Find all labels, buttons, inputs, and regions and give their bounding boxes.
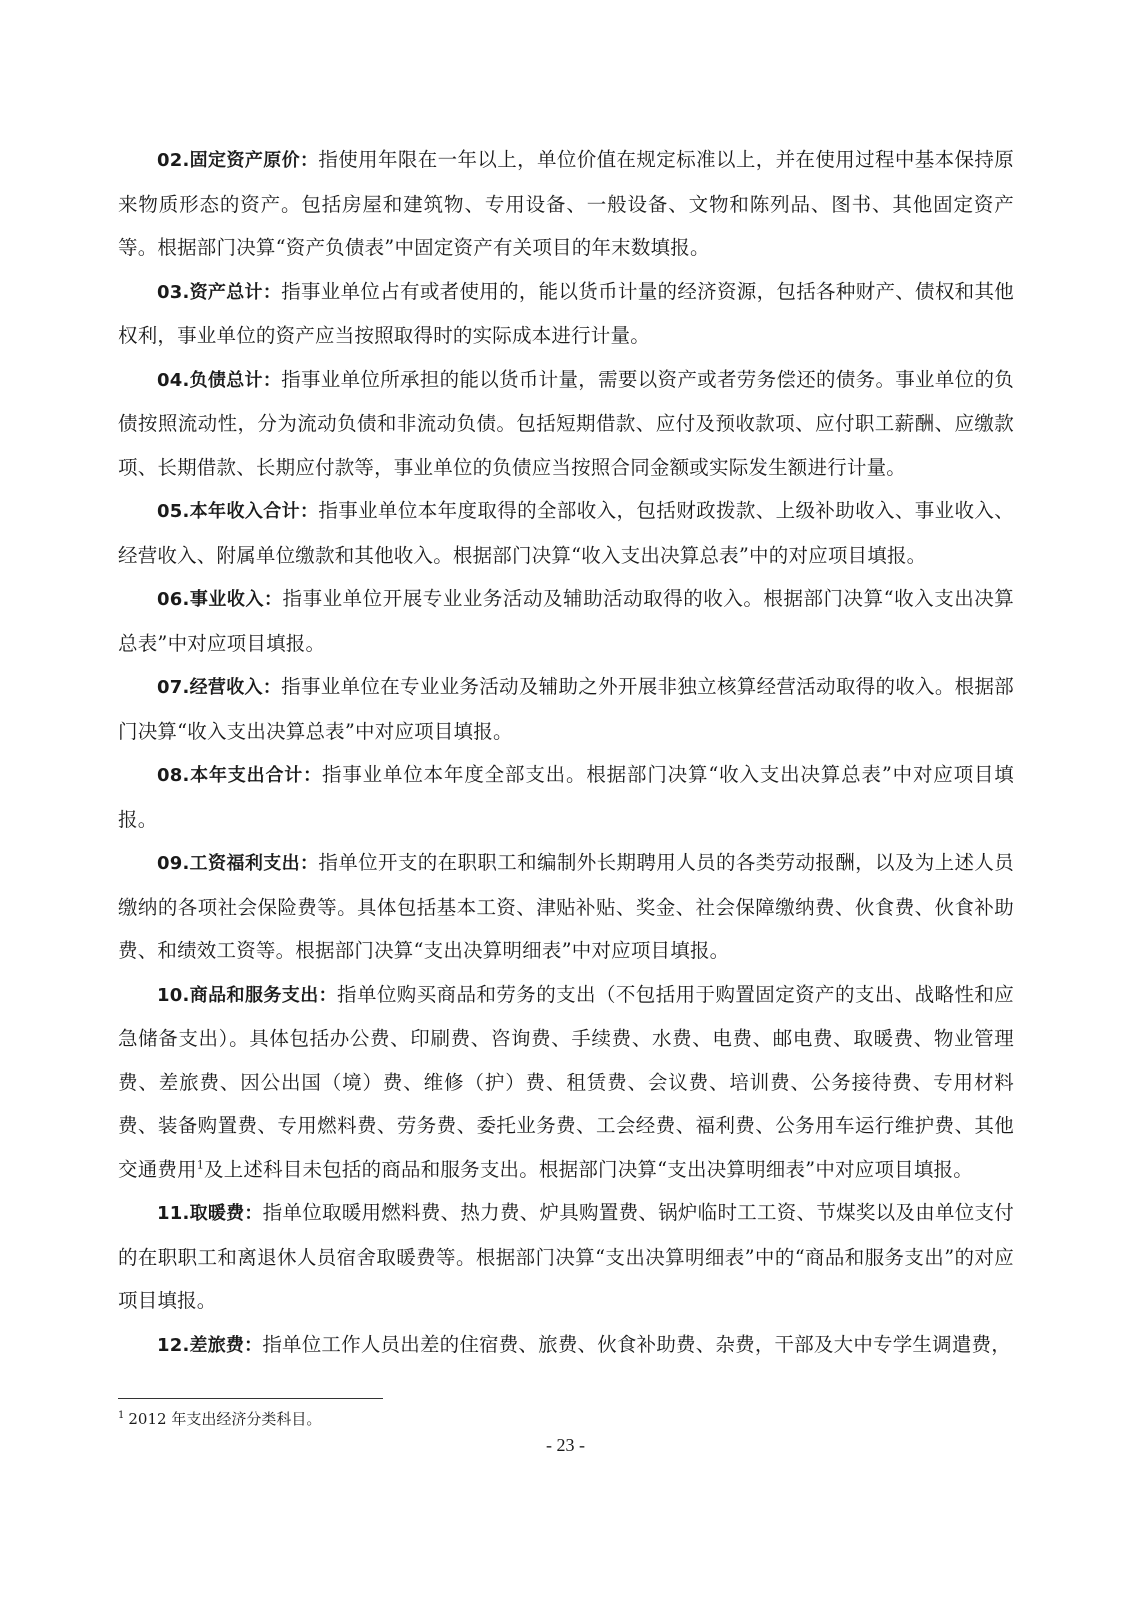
paragraph-03 bbox=[118, 270, 1014, 358]
footnote-divider bbox=[118, 1398, 383, 1399]
item-number: 03. bbox=[157, 281, 190, 303]
term-heading: 差旅费： bbox=[189, 1334, 263, 1356]
paragraph-11 bbox=[118, 1191, 1014, 1323]
term-heading: 负债总计： bbox=[189, 369, 282, 391]
paragraph-text-continued: 及上述科目未包括的商品和服务支出。根据部门决算“支出决算明细表”中对应项目填报。 bbox=[204, 1157, 973, 1181]
item-number: 12. bbox=[157, 1334, 190, 1356]
term-heading: 取暖费： bbox=[189, 1203, 263, 1224]
item-number: 10. bbox=[157, 984, 190, 1006]
item-number: 04. bbox=[157, 369, 190, 391]
item-number: 02. bbox=[157, 150, 190, 171]
paragraph-10 bbox=[118, 973, 1014, 1192]
paragraph-02 bbox=[118, 138, 1014, 270]
paragraph-text: 指单位取暖用燃料费、热力费、炉具购置费、锅炉临时工工资、节煤奖以及由单位支付的在职职工和离退休人员宿舍取暖费等。根据部门决算“支出决算明细表”中的“商品和服务支出”的对应项目填报。 bbox=[118, 1201, 1014, 1312]
paragraph-09 bbox=[118, 841, 1014, 973]
item-number: 08. bbox=[157, 765, 190, 786]
term-heading: 资产总计： bbox=[189, 281, 282, 303]
footnote-reference: 1 bbox=[196, 1158, 205, 1171]
paragraph-text: 指事业单位本年度取得的全部收入，包括财政拨款、上级补助收入、事业收入、经营收入、附属单位缴款和其他收入。根据部门决算“收入支出决算总表”中的对应项目填报。 bbox=[118, 499, 1014, 567]
item-number: 05. bbox=[157, 501, 190, 522]
paragraph-07 bbox=[118, 665, 1014, 753]
paragraph-text: 指事业单位开展专业业务活动及辅助活动取得的收入。根据部门决算“收入支出决算总表”中对应项目填报。 bbox=[118, 587, 1015, 655]
term-heading: 本年收入合计： bbox=[189, 501, 319, 522]
paragraph-text: 指事业单位本年度全部支出。根据部门决算“收入支出决算总表”中对应项目填报。 bbox=[118, 763, 1014, 831]
paragraph-text: 指事业单位占有或者使用的，能以货币计量的经济资源，包括各种财产、债权和其他权利，事业单位的资产应当按照取得时的实际成本进行计量。 bbox=[118, 279, 1014, 347]
paragraph-text: 指事业单位在专业业务活动及辅助之外开展非独立核算经营活动取得的收入。根据部门决算“收入支出决算总表”中对应项目填报。 bbox=[118, 675, 1014, 743]
term-heading: 本年支出合计： bbox=[189, 765, 322, 786]
document-body bbox=[118, 138, 1014, 1367]
item-number: 06. bbox=[157, 589, 190, 610]
paragraph-text: 指单位开支的在职职工和编制外长期聘用人员的各类劳动报酬，以及为上述人员缴纳的各项社会保险费等。具体包括基本工资、津贴补贴、奖金、社会保障缴纳费、伙食费、伙食补助费、和绩效工资等。根据部门决算“支出决算明细表”中对应项目填报。 bbox=[118, 851, 1014, 962]
item-number: 07. bbox=[157, 677, 190, 698]
paragraph-06 bbox=[118, 577, 1014, 665]
paragraph-text: 指单位购买商品和劳务的支出（不包括用于购置固定资产的支出、战略性和应急储备支出）。具体包括办公费、印刷费、咨询费、手续费、水费、电费、邮电费、取暖费、物业管理费、差旅费、因公出国（境）费、维修（护）费、租赁费、会议费、培训费、公务接待费、专用材料费、装备购置费、专用燃料费、劳务费、委托业务费、工会经费、福利费、公务用车运行维护费、其他交通费用 bbox=[118, 982, 1014, 1181]
footnote bbox=[118, 1408, 321, 1430]
term-heading: 商品和服务支出： bbox=[189, 984, 338, 1006]
paragraph-text: 指单位工作人员出差的住宿费、旅费、伙食补助费、杂费，干部及大中专学生调遣费， bbox=[262, 1332, 1011, 1356]
paragraph-text: 指使用年限在一年以上，单位价值在规定标准以上，并在使用过程中基本保持原来物质形态的资产。包括房屋和建筑物、专用设备、一般设备、文物和陈列品、图书、其他固定资产等。根据部门决算“资产负债表”中固定资产有关项目的年末数填报。 bbox=[118, 148, 1014, 259]
footnote-mark: 1 bbox=[118, 1410, 125, 1421]
paragraph-08 bbox=[118, 753, 1014, 841]
term-heading: 事业收入： bbox=[189, 589, 283, 610]
footnote-text: 2012 年支出经济分类科目。 bbox=[128, 1410, 322, 1428]
paragraph-05 bbox=[118, 489, 1014, 577]
term-heading: 工资福利支出： bbox=[189, 853, 319, 874]
paragraph-text: 指事业单位所承担的能以货币计量，需要以资产或者劳务偿还的债务。事业单位的负债按照流动性，分为流动负债和非流动负债。包括短期借款、应付及预收款项、应付职工薪酬、应缴款项、长期借款、长期应付款等，事业单位的负债应当按照合同金额或实际发生额进行计量。 bbox=[118, 367, 1014, 479]
term-heading: 固定资产原价： bbox=[189, 150, 319, 171]
paragraph-04 bbox=[118, 358, 1014, 490]
item-number: 11. bbox=[157, 1203, 190, 1224]
term-heading: 经营收入： bbox=[189, 677, 282, 698]
paragraph-12 bbox=[118, 1323, 1014, 1368]
item-number: 09. bbox=[157, 853, 190, 874]
page-number: - 23 - bbox=[546, 1435, 585, 1455]
